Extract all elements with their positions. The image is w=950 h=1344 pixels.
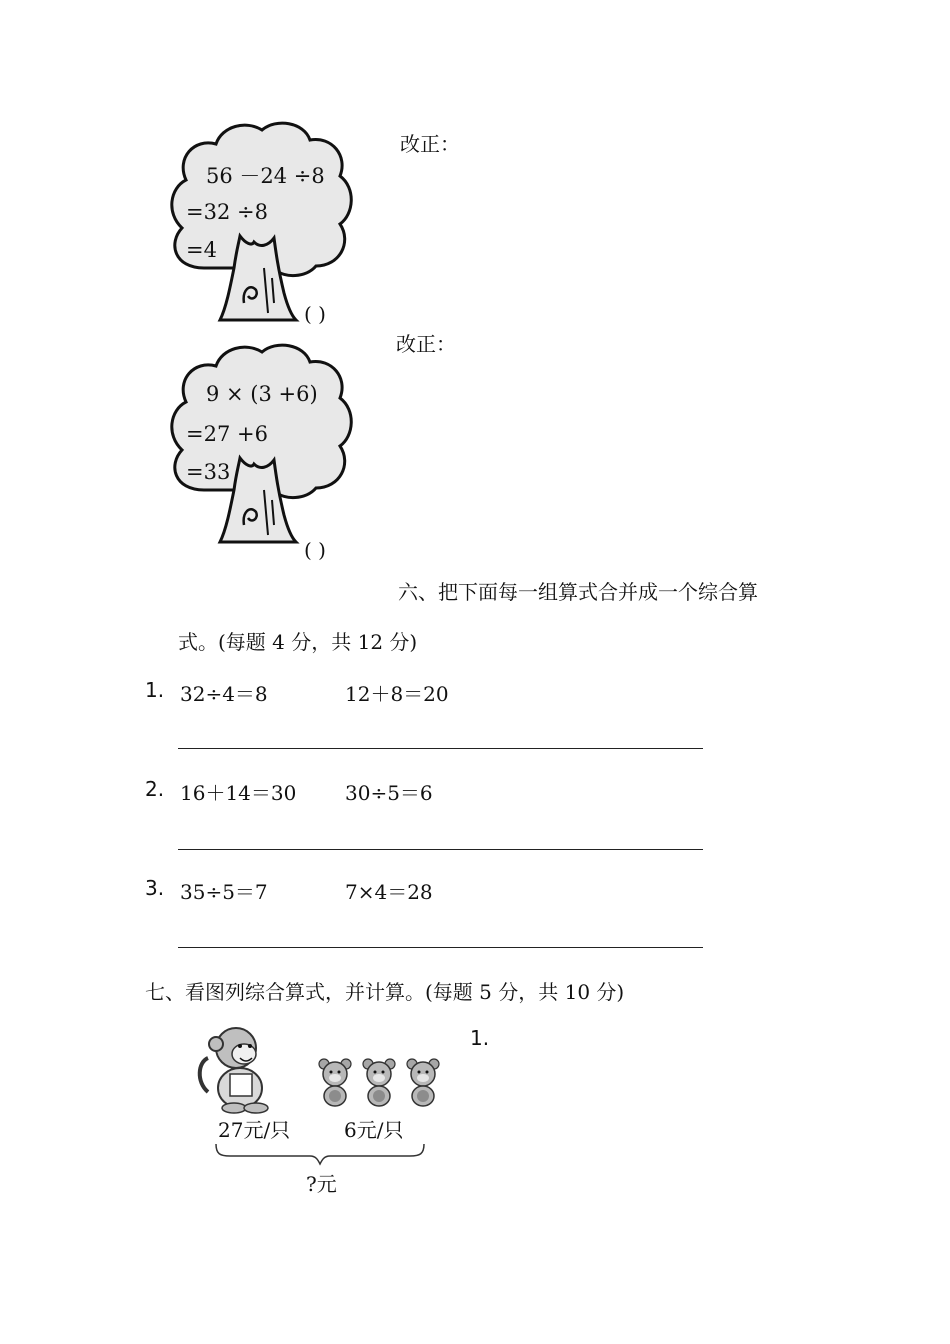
total-label: ?元 xyxy=(306,1172,337,1196)
bear-icon xyxy=(318,1056,352,1108)
bear-icon xyxy=(362,1056,396,1108)
bear-icon xyxy=(406,1056,440,1108)
tree2-line-2: =27 +6 xyxy=(186,422,268,446)
monkey-price-label: 27元/只 xyxy=(218,1118,291,1142)
section7-figure xyxy=(190,1020,450,1195)
item-equation-2: 30÷5＝6 xyxy=(345,781,433,805)
item-number: 1. xyxy=(145,678,165,702)
tree1-correction-label: 改正： xyxy=(400,132,460,156)
tree2-answer-paren[interactable]: ( ) xyxy=(304,538,326,562)
answer-line[interactable] xyxy=(178,849,703,850)
tree2-line-1: 9 × (3 +6) xyxy=(206,382,318,406)
brace-icon xyxy=(214,1142,426,1166)
monkey-icon xyxy=(194,1022,274,1114)
item-equation-1: 16＋14＝30 xyxy=(180,781,297,805)
tree2-correction-label: 改正： xyxy=(396,332,456,356)
section7-title: 七、看图列综合算式，并计算。(每题 5 分，共 10 分) xyxy=(145,980,625,1004)
section7-problem-number: 1. xyxy=(470,1026,490,1050)
tree2-line-3: =33 xyxy=(186,460,231,484)
bear-price-label: 6元/只 xyxy=(344,1118,404,1142)
tree1-line-2: =32 ÷8 xyxy=(186,200,268,224)
item-equation-2: 7×4＝28 xyxy=(345,880,433,904)
answer-line[interactable] xyxy=(178,947,703,948)
tree1-answer-paren[interactable]: ( ) xyxy=(304,302,326,326)
item-equation-2: 12＋8＝20 xyxy=(345,682,449,706)
item-number: 3. xyxy=(145,876,165,900)
section6-title-line2: 式。(每题 4 分，共 12 分) xyxy=(178,630,418,654)
item-equation-1: 35÷5＝7 xyxy=(180,880,268,904)
tree1-line-3: =4 xyxy=(186,238,217,262)
section6-title-line1: 六、把下面每一组算式合并成一个综合算 xyxy=(398,580,758,604)
item-number: 2. xyxy=(145,777,165,801)
tree1-line-1: 56 －24 ÷8 xyxy=(206,164,325,188)
item-equation-1: 32÷4＝8 xyxy=(180,682,268,706)
tree-card-1 xyxy=(164,118,360,328)
tree-card-2 xyxy=(164,340,360,550)
answer-line[interactable] xyxy=(178,748,703,749)
